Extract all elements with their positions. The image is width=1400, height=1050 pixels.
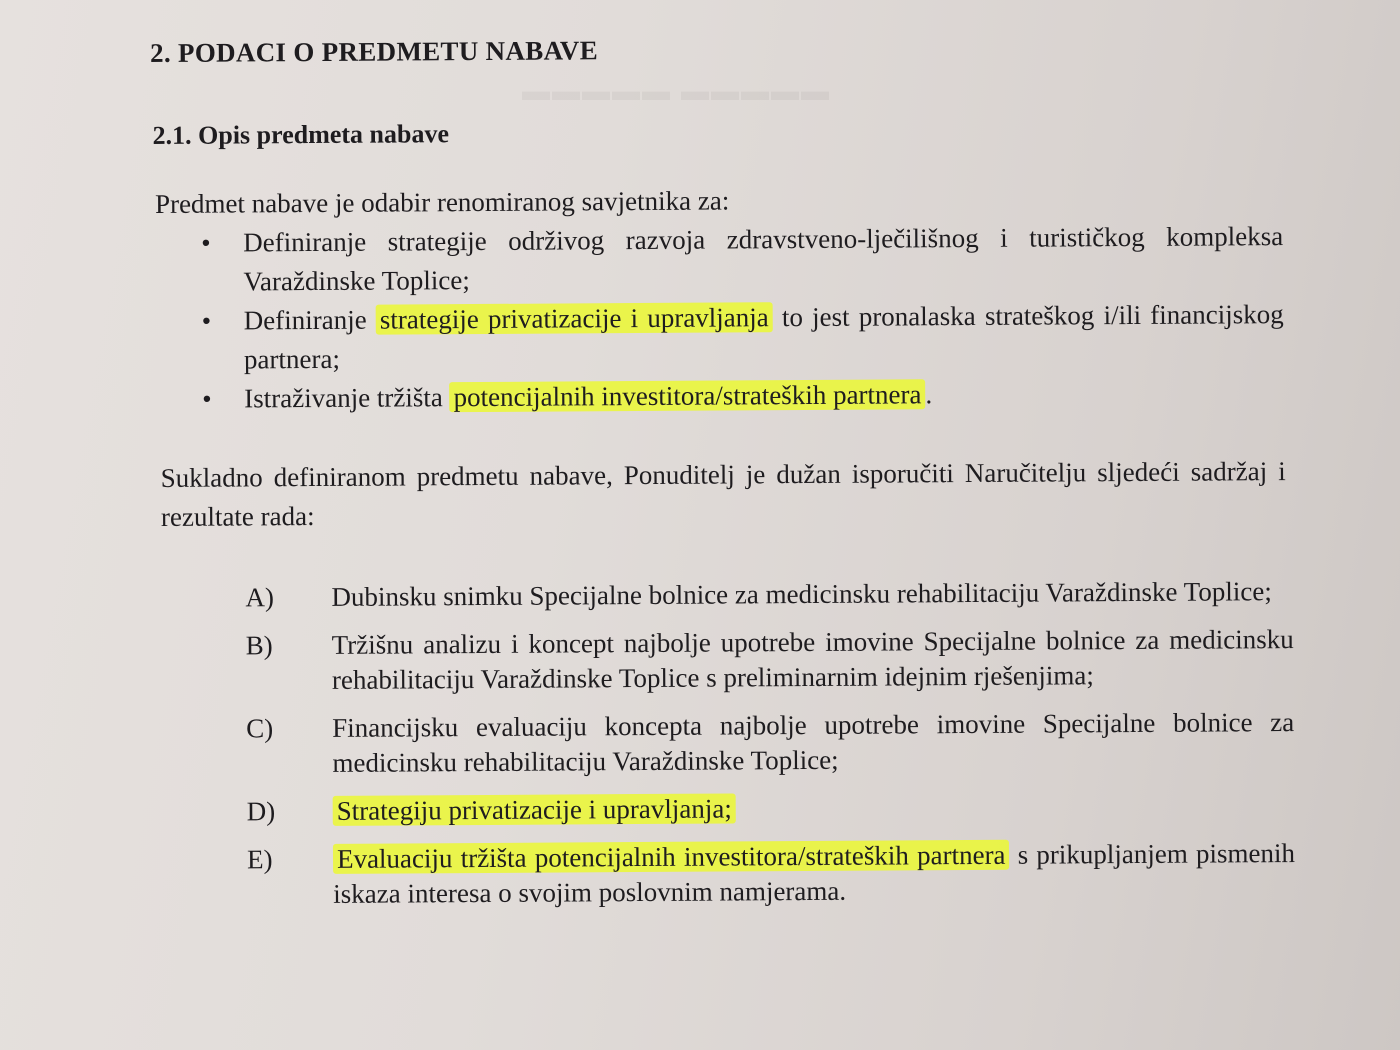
intro-text: Predmet nabave je odabir renomiranog savjetnika za:	[154, 185, 730, 219]
bullet-text: Istraživanje tržišta	[244, 382, 450, 414]
item-label: D)	[246, 796, 276, 827]
document-content	[150, 31, 1305, 926]
item-label: B)	[245, 630, 273, 661]
highlighted-text: strategije privatizacije i upravljanja	[376, 302, 773, 334]
deliverables-intro: Sukladno definiranom predmetu nabave, Ponuditelj je dužan isporučiti Naručitelju sljedeći sadržaj i rezultate rada:	[160, 456, 1286, 532]
deliverable-item	[153, 574, 1293, 616]
section-title: 2. PODACI O PREDMETU NABAVE	[150, 35, 599, 68]
bullet-item	[152, 373, 1284, 419]
item-text: s prikupljanjem pismenih iskaza interesa o svojim poslovnim namjerama.	[333, 838, 1296, 909]
bullet-text: to jest pronalaska strateškog i/ili financijskog partnera;	[243, 299, 1284, 375]
deliverable-item	[155, 788, 1295, 830]
item-text: Dubinsku snimku Specijalne bolnice za medicinsku rehabilitaciju Varaždinske Toplice;	[331, 576, 1272, 612]
bullet-item	[151, 217, 1283, 302]
bullet-dot-icon: •	[201, 227, 211, 258]
highlighted-text: Strategiju privatizacije i upravljanja;	[333, 793, 736, 825]
bullet-text: Definiranje strategije održivog razvoja zdravstveno-lječilišnog i turističkog kompleksa Varaždinske Toplice;	[243, 221, 1284, 297]
item-label: A)	[245, 582, 275, 613]
subsection-title: 2.1. Opis predmeta nabave	[152, 119, 450, 150]
bullet-text: .	[925, 379, 933, 410]
deliverable-item	[154, 622, 1294, 699]
item-text: Tržišnu analizu i koncept najbolje upotrebe imovine Specijalne bolnice za medicinsku rehabilitaciju Varaždinske Toplice s preliminarnim idejnim rješenjima;	[331, 624, 1294, 695]
deliverables-list	[153, 574, 1305, 913]
highlighted-text: potencijalnih investitora/strateških partnera	[450, 379, 926, 412]
highlighted-text: Evaluaciju tržišta potencijalnih investitora/strateških partnera	[333, 840, 1010, 874]
item-label: C)	[246, 713, 274, 744]
deliverable-item	[154, 705, 1294, 782]
bleed-through-text: ▬▬▬▬▬ ▬▬▬▬▬	[520, 76, 829, 107]
bullet-dot-icon: •	[201, 305, 212, 336]
bullet-dot-icon: •	[202, 383, 212, 414]
bullet-list	[151, 217, 1302, 419]
item-text: Financijsku evaluaciju koncepta najbolje upotrebe imovine Specijalne bolnice za medicinsku rehabilitaciju Varaždinske Toplice;	[332, 707, 1295, 778]
deliverable-item	[155, 836, 1295, 913]
bullet-item	[152, 295, 1284, 380]
bullet-text: Definiranje	[243, 304, 376, 336]
item-label: E)	[246, 844, 273, 875]
